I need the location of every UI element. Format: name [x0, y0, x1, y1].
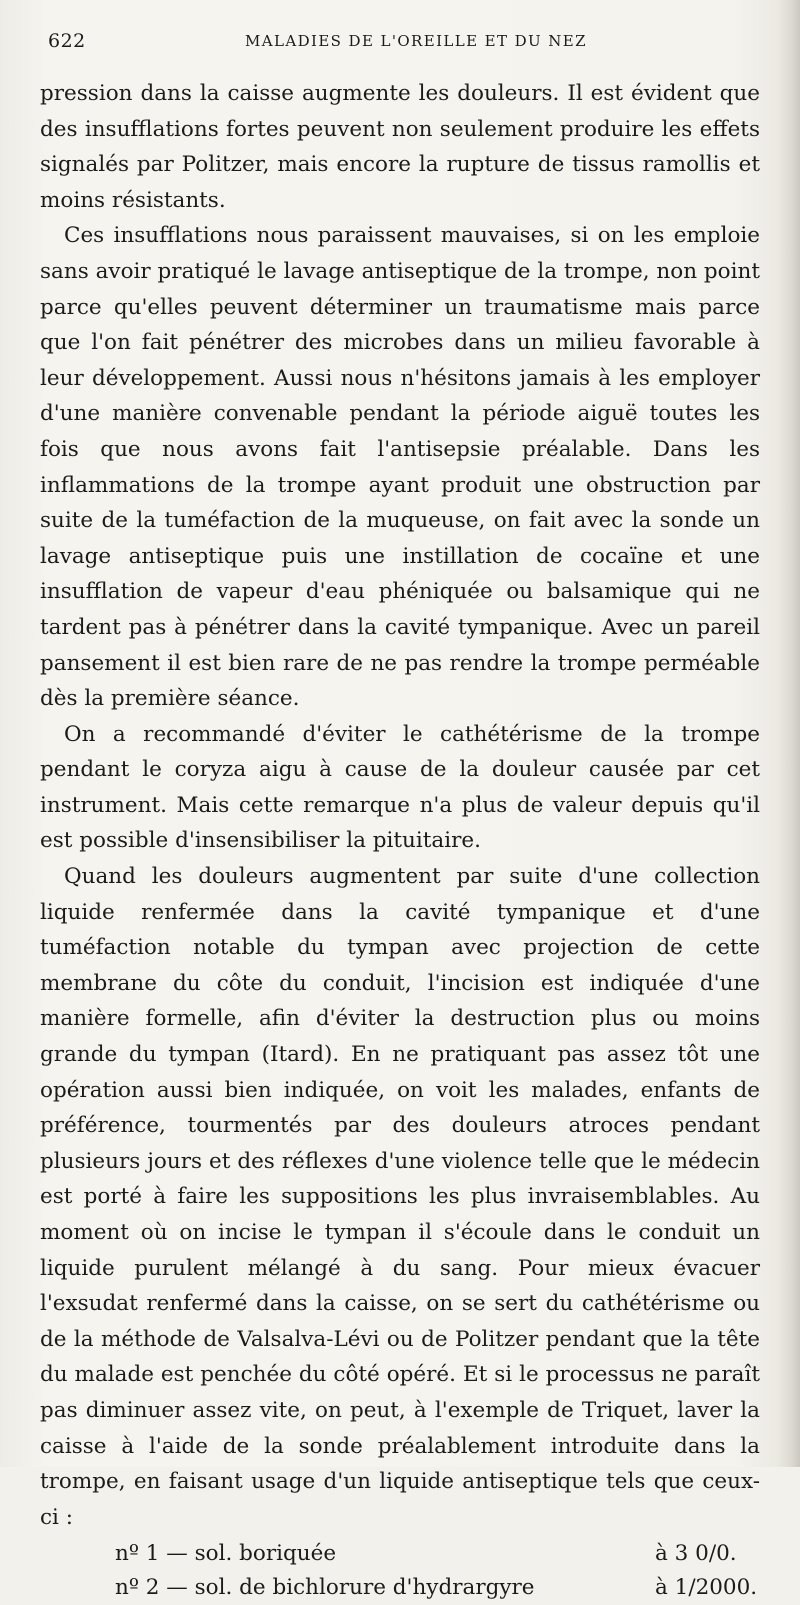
paragraph-1: pression dans la caisse augmente les douleurs. Il est évident que des insufflations fortes peuvent non seulement produire les effets signalés par Politzer, mais encore la rupture de tissus ramollis et moins résistants.	[40, 81, 760, 213]
paragraph-4: Quand les douleurs augmentent par suite d'une collection liquide renfermée dans la cavité tympanique et d'une tuméfaction notable du tympan avec projection de cette membrane du côte du conduit, l'incision est indiquée d'une manière formelle, afin d'éviter la destruction plus ou moins grande du tympan (Itard). En ne pratiquant pas assez tôt une opération aussi bien indiquée, on voit les malades, enfants de préférence, tourmentés par des douleurs atroces pendant plusieurs jours et des réflexes d'une violence telle que le médecin est porté à faire les suppositions les plus invraisemblables. Au moment où on incise le tympan il s'écoule dans le conduit un liquide purulent mélangé à du sang. Pour mieux évacuer l'exsudat renfermé dans la caisse, on se sert du cathétérisme ou de la méthode de Valsalva-Lévi ou de Politzer pendant que la tête du malade est penchée du côté opéré. Et si le processus ne paraît pas diminuer assez vite, on peut, à l'exemple de Triquet, laver la caisse à l'aide de la sonde préalablement introduite dans la trompe, en faisant usage d'un liquide antiseptique tels que ceux-ci :	[40, 864, 760, 1530]
list-item	[40, 1537, 760, 1571]
page-number: 622	[48, 30, 86, 52]
paragraph-2: Ces insufflations nous paraissent mauvaises, si on les emploie sans avoir pratiqué le lavage antiseptique de la trompe, non point parce qu'elles peuvent déterminer un traumatisme mais parce que l'on fait pénétrer des microbes dans un milieu favorable à leur développement. Aussi nous n'hésitons jamais à les employer d'une manière convenable pendant la période aiguë toutes les fois que nous avons fait l'antisepsie préalable. Dans les inflammations de la trompe ayant produit une obstruction par suite de la tuméfaction de la muqueuse, on fait avec la sonde un lavage antiseptique puis une instillation de cocaïne et une insufflation de vapeur d'eau phéniquée ou balsamique qui ne tardent pas à pénétrer dans la cavité tympanique. Avec un pareil pansement il est bien rare de ne pas rendre la trompe perméable dès la première séance.	[40, 223, 760, 712]
paragraph-3: On a recommandé d'éviter le cathétérisme de la trompe pendant le coryza aigu à cause de la douleur causée par cet instrument. Mais cette remarque n'a plus de valeur depuis qu'il est possible d'insensibiliser la pituitaire.	[40, 721, 760, 854]
page-edge-shadow	[778, 0, 800, 1467]
running-title: MALADIES DE L'OREILLE ET DU NEZ	[245, 32, 587, 50]
body-text	[40, 76, 760, 1535]
solution-label: nº 1 — sol. boriquée	[115, 1541, 337, 1567]
solution-list	[40, 1537, 760, 1605]
solution-label: nº 2 — sol. de bichlorure d'hydrargyre	[115, 1575, 535, 1601]
page-header	[40, 30, 760, 68]
solution-concentration: à 1/2000.	[655, 1575, 758, 1601]
solution-concentration: à 3 0/0.	[655, 1541, 737, 1567]
list-item	[40, 1571, 760, 1605]
